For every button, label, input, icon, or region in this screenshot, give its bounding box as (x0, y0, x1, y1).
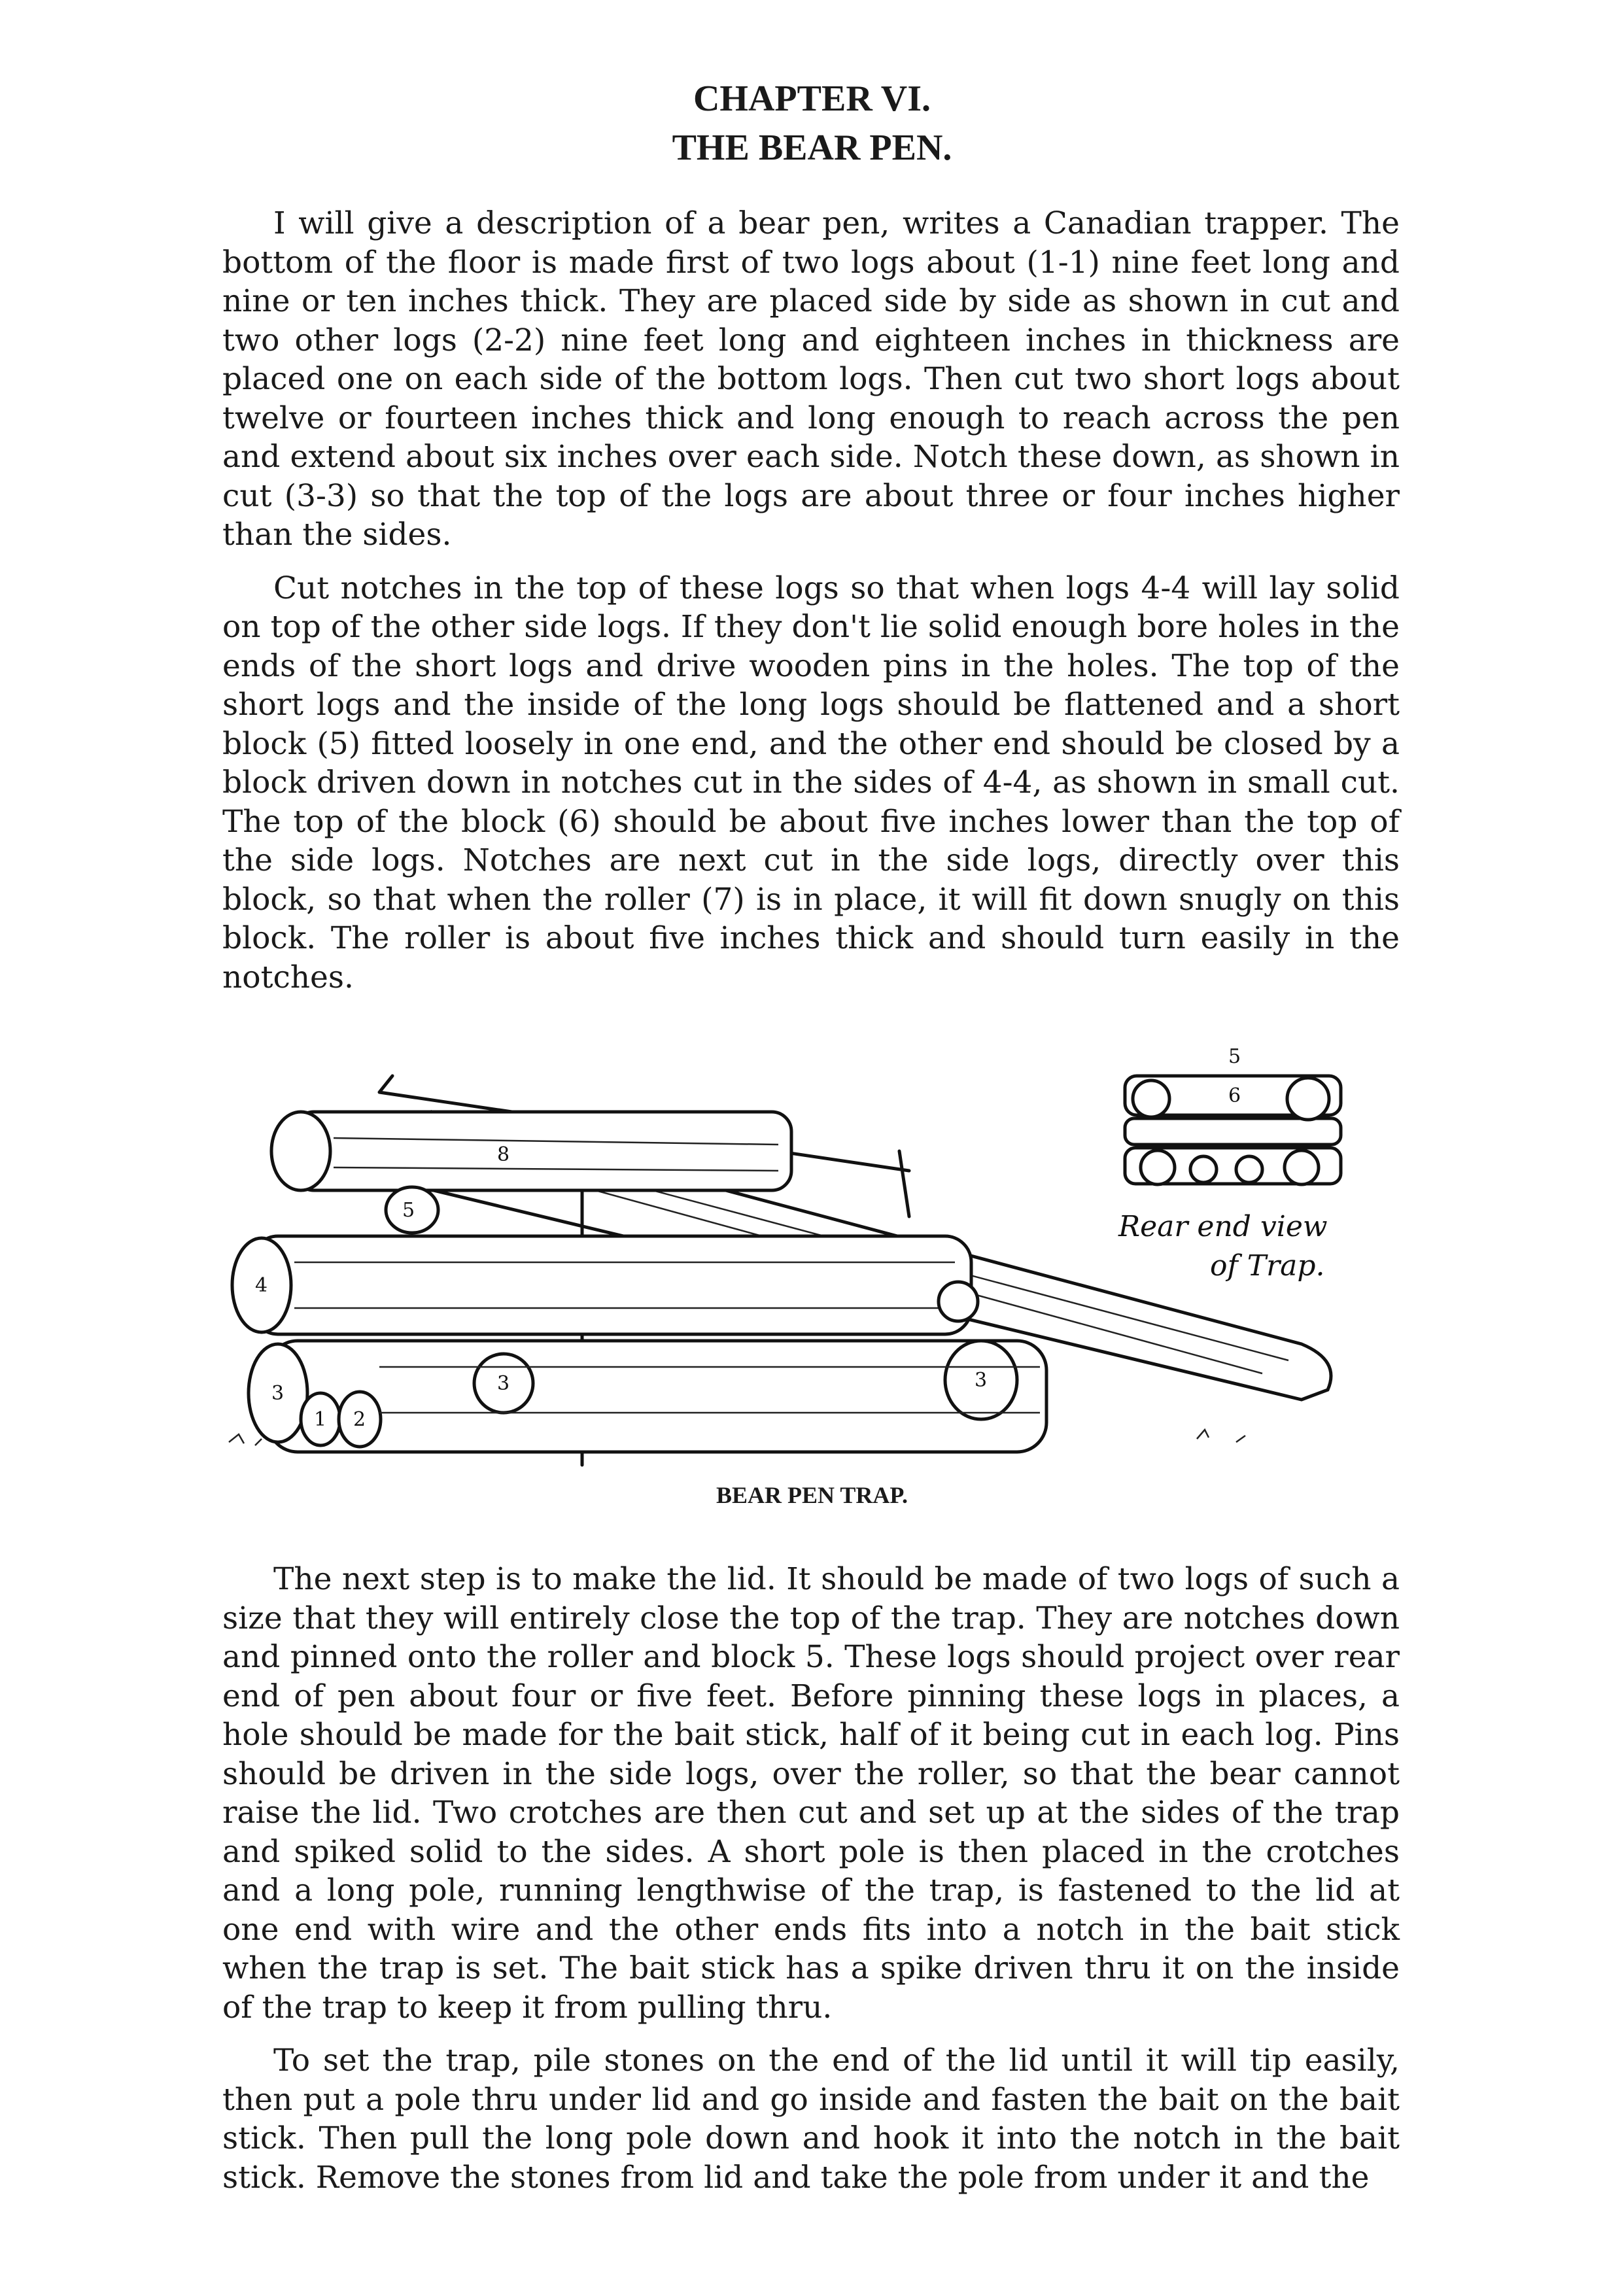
inset-log-1 (1236, 1156, 1262, 1182)
label-4: 4 (255, 1274, 268, 1297)
label-8: 8 (497, 1143, 510, 1166)
inset-log-4 (1133, 1080, 1169, 1117)
chapter-number: CHAPTER VI. (693, 78, 931, 119)
label-3c: 3 (975, 1369, 988, 1392)
side-log-2 (268, 1341, 1046, 1452)
paragraph: To set the trap, pile stones on the end of the lid until it will tip easily, then put a pole thru under lid and go inside and fasten the bait on the bait stick. Then pull the long pole down and hook it into the notch in the bait stick. Remove the stones from lid and take the pole from under it and the (222, 2043, 1400, 2196)
paragraph: I will give a description of a bear pen, writes a Canadian trapper. The bottom of the floor is made first of two logs about (1-1) nine feet long and nine or ten inches thick. They are placed side by side as shown in cut and two other logs (2-2) nine feet long and eighteen inches in thickness are placed one on each side of the bottom logs. Then cut two short logs about twelve or fourteen inches thick and long enough to reach across the pen and extend about six inches over each side. Notch these down, as shown in cut (3-3) so that the top of the logs are about three or four inches higher than the sides. (222, 205, 1400, 553)
bear-pen-trap-illustration (216, 1014, 1452, 1485)
label-2: 2 (353, 1408, 366, 1431)
paragraph: Cut notches in the top of these logs so that when logs 4-4 will lay solid on top of the other side logs. If they don't lie solid enough bore holes in the ends of the short logs and drive wooden pins in the holes. The top of the short logs and the inside of the long logs should be flattened and a short block (5) fitted loosely in one end, and the other end should be closed by a block driven down in notches cut in the sides of 4-4, as shown in small cut. The top of the block (6) should be about five inches lower than the top of the side logs. Notches are next cut in the side logs, directly over this block, so that when the roller (7) is in place, it will fit down snugly on this block. The roller is about five inches thick and should turn easily in the notches. (222, 570, 1400, 995)
label-3b: 3 (497, 1372, 510, 1395)
log-end (271, 1112, 330, 1190)
lid-log (294, 1112, 791, 1190)
label-5: 5 (402, 1199, 415, 1222)
rear-end-view-inset (1118, 1045, 1341, 1283)
inset-log-2 (1141, 1150, 1175, 1184)
inset-log (1125, 1118, 1341, 1145)
label-3: 3 (271, 1382, 285, 1405)
chapter-title: THE BEAR PEN. (672, 128, 952, 168)
label-6: 6 (1228, 1084, 1241, 1107)
inset-log-2 (1285, 1150, 1319, 1184)
figure-caption: BEAR PEN TRAP. (716, 1482, 908, 1508)
roller-end (939, 1282, 978, 1321)
inset-log-1 (1190, 1156, 1217, 1182)
side-log-4 (252, 1236, 971, 1334)
inset-note-line1: Rear end view (1118, 1210, 1328, 1243)
inset-note-line2: of Trap. (1210, 1249, 1325, 1283)
paragraph: The next step is to make the lid. It should be made of two logs of such a size that they will entirely close the top of the trap. They are notches down and pinned onto the roller and block 5. These logs should project over rear end of pen about four or five feet. Before pinning these logs in places, a hole should be made for the bait stick, half of it being cut in each log. Pins should be driven in the side logs, over the roller, so that the bear cannot raise the lid. Two crotches are then cut and set up at the sides of the trap and spiked solid to the sides. A short pole is then placed in the crotches and a long pole, running lengthwise of the trap, is fastened to the lid at one end with wire and the other ends fits into a notch in the bait stick when the trap is set. The bait stick has a spike driven thru it on the inside of the trap to keep it from pulling thru. (222, 1561, 1400, 2026)
label-1: 1 (314, 1408, 327, 1431)
label-5-inset: 5 (1228, 1045, 1241, 1068)
text-block-bottom (222, 1560, 1400, 2211)
inset-log-4 (1287, 1078, 1329, 1120)
text-block-top (222, 204, 1400, 1011)
